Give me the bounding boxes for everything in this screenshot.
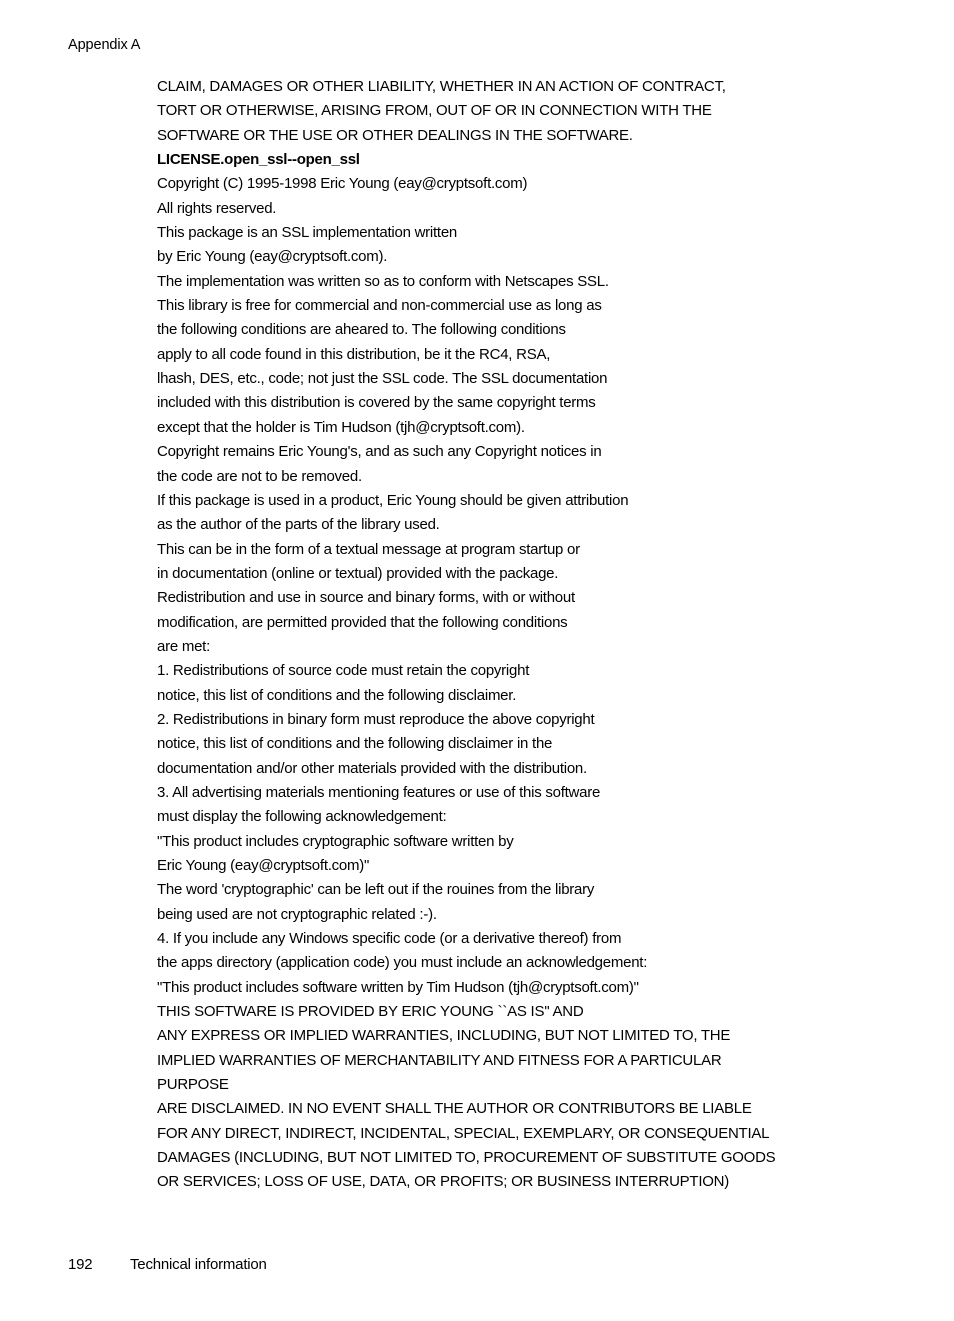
license-line: DAMAGES (INCLUDING, BUT NOT LIMITED TO, PROCUREMENT OF SUBSTITUTE GOODS [157, 1149, 776, 1167]
license-line: The implementation was written so as to conform with Netscapes SSL. [157, 272, 609, 290]
license-line: If this package is used in a product, Eric Young should be given attribution [157, 491, 629, 509]
license-line: Copyright remains Eric Young's, and as such any Copyright notices in [157, 443, 602, 461]
license-line: as the author of the parts of the library used. [157, 516, 440, 534]
license-line: This library is free for commercial and non-commercial use as long as [157, 297, 602, 315]
license-line: ARE DISCLAIMED. IN NO EVENT SHALL THE AUTHOR OR CONTRIBUTORS BE LIABLE [157, 1100, 752, 1118]
license-line: 2. Redistributions in binary form must reproduce the above copyright [157, 710, 595, 728]
license-line: "This product includes software written by Tim Hudson (tjh@cryptsoft.com)" [157, 978, 639, 996]
license-line: FOR ANY DIRECT, INDIRECT, INCIDENTAL, SPECIAL, EXEMPLARY, OR CONSEQUENTIAL [157, 1124, 770, 1142]
license-line: 1. Redistributions of source code must retain the copyright [157, 662, 530, 680]
license-line: except that the holder is Tim Hudson (tjh@cryptsoft.com). [157, 418, 525, 436]
license-line: PURPOSE [157, 1076, 229, 1094]
license-line: by Eric Young (eay@cryptsoft.com). [157, 248, 388, 266]
license-line: documentation and/or other materials provided with the distribution. [157, 759, 587, 777]
appendix-header: Appendix A [68, 37, 141, 53]
license-line: All rights reserved. [157, 199, 277, 217]
license-line: ANY EXPRESS OR IMPLIED WARRANTIES, INCLUDING, BUT NOT LIMITED TO, THE [157, 1027, 731, 1045]
license-line: SOFTWARE OR THE USE OR OTHER DEALINGS IN THE SOFTWARE. [157, 126, 633, 144]
license-line: Copyright (C) 1995-1998 Eric Young (eay@cryptsoft.com) [157, 175, 528, 193]
license-line: Redistribution and use in source and binary forms, with or without [157, 589, 575, 607]
license-line: THIS SOFTWARE IS PROVIDED BY ERIC YOUNG ``AS IS'' AND [157, 1003, 584, 1021]
license-line: CLAIM, DAMAGES OR OTHER LIABILITY, WHETHER IN AN ACTION OF CONTRACT, [157, 78, 726, 95]
license-line: being used are not cryptographic related :-). [157, 905, 437, 923]
license-line: IMPLIED WARRANTIES OF MERCHANTABILITY AND FITNESS FOR A PARTICULAR [157, 1051, 722, 1069]
license-line: the following conditions are aheared to. The following conditions [157, 321, 566, 339]
license-line: OR SERVICES; LOSS OF USE, DATA, OR PROFITS; OR BUSINESS INTERRUPTION) [157, 1173, 730, 1191]
license-line: must display the following acknowledgement: [157, 808, 447, 826]
license-line: "This product includes cryptographic software written by [157, 832, 514, 850]
license-line: are met: [157, 637, 211, 655]
license-line: modification, are permitted provided that the following conditions [157, 613, 568, 631]
license-text [157, 75, 897, 1195]
license-line: the apps directory (application code) you must include an acknowledgement: [157, 954, 648, 972]
license-line: LICENSE.open_ssl--open_ssl [157, 151, 360, 169]
license-line: apply to all code found in this distribution, be it the RC4, RSA, [157, 345, 551, 363]
license-line: 4. If you include any Windows specific code (or a derivative thereof) from [157, 930, 622, 948]
license-line: The word 'cryptographic' can be left out if the rouines from the library [157, 881, 595, 899]
license-line: 3. All advertising materials mentioning features or use of this software [157, 783, 601, 801]
license-line: This can be in the form of a textual message at program startup or [157, 540, 580, 558]
license-line: lhash, DES, etc., code; not just the SSL code. The SSL documentation [157, 370, 608, 388]
license-line: the code are not to be removed. [157, 467, 362, 485]
license-line: notice, this list of conditions and the following disclaimer. [157, 686, 517, 704]
license-line: This package is an SSL implementation written [157, 224, 458, 242]
page-number: 192 [68, 1256, 93, 1273]
footer-section-title: Technical information [130, 1256, 267, 1273]
license-line: in documentation (online or textual) provided with the package. [157, 564, 559, 582]
license-line: Eric Young (eay@cryptsoft.com)" [157, 857, 370, 874]
license-line: included with this distribution is covered by the same copyright terms [157, 394, 596, 412]
license-line: TORT OR OTHERWISE, ARISING FROM, OUT OF OR IN CONNECTION WITH THE [157, 102, 712, 120]
license-line: notice, this list of conditions and the following disclaimer in the [157, 735, 553, 753]
